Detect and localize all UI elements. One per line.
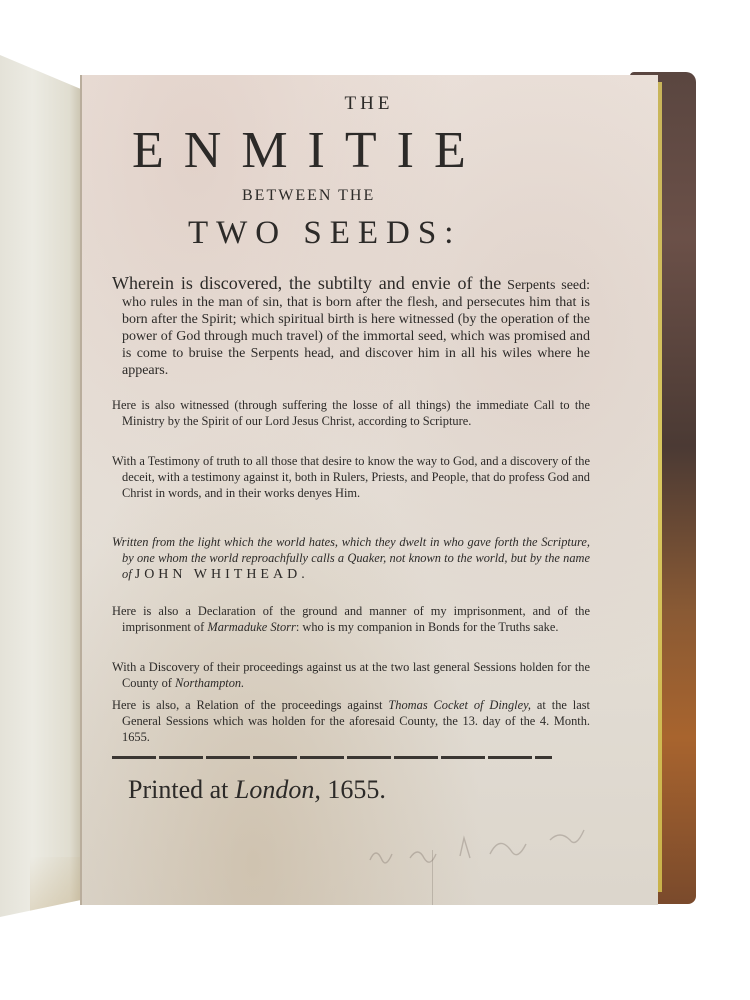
paragraph-witnessed: Here is also witnessed (through suffering the losse of all things) the immediate Call to the Ministry by the Spirit of our Lord Jesus Christ, according to Scripture. xyxy=(112,398,590,429)
paragraph-discovery xyxy=(112,659,590,691)
paragraph-wherein-rest: Serpents seed: who rules in the man of sin, that is born after the flesh, and persecutes him that is born after the Spirit; which spiritual birth is here witnessed (by the operation of the power of God through much travel) of the immortal seed, which was promised and is come to bruise the Serpents head, and discover him in all his wiles where he appears. xyxy=(122,278,591,378)
title-main: ENMITIE xyxy=(132,122,486,179)
paragraph-wherein xyxy=(112,275,590,379)
author-name: JOHN WHITHEAD. xyxy=(134,567,309,583)
paragraph-declaration-post: : who is my companion in Bonds for the Truths sake. xyxy=(295,620,559,635)
page-fold-mark xyxy=(432,850,433,905)
title-line-between: BETWEEN THE xyxy=(242,187,376,204)
paragraph-written xyxy=(112,534,590,584)
title-page xyxy=(80,75,658,905)
paragraph-testimony: With a Testimony of truth to all those that desire to know the way to God, and a discovery of the deceit, with a testimony against it, both in Rulers, Priests, and People, that do profess God and Christ in words, and in their works denyes Him. xyxy=(112,454,590,501)
name-thomas-cocket: Thomas Cocket of Dingley, xyxy=(388,698,532,712)
paragraph-written-text: Written from the light which the world hates, which they dwelt in who gave forth the Scripture, by one whom the world reproachfully calls a Quaker, not known to the world, but by the name of xyxy=(112,535,590,582)
pencil-annotation xyxy=(350,820,630,870)
paragraph-relation-post: at the last General Sessions which was holden for the aforesaid County, the 13. day of the 4. Month. 1655. xyxy=(122,698,591,745)
paragraph-relation-pre: Here is also, a Relation of the proceedings against xyxy=(112,698,383,712)
paragraph-declaration xyxy=(112,603,590,635)
paragraph-declaration-pre: Here is also a Declaration of the ground and manner of my imprisonment, and of the imprisonment of xyxy=(112,604,590,635)
imprint-pre: Printed at xyxy=(128,775,229,804)
title-line-the: THE xyxy=(344,93,394,114)
title-line-seeds: TWO SEEDS: xyxy=(188,215,462,251)
imprint xyxy=(128,775,386,805)
paragraph-discovery-pre: With a Discovery of their proceedings against us at the two last general Sessions holden for the County of xyxy=(112,660,590,691)
imprint-year: 1655. xyxy=(327,775,386,804)
imprint-city: London, xyxy=(234,775,321,804)
paragraph-wherein-first: Wherein is discovered, the subtilty and envie of the xyxy=(112,273,502,293)
paragraph-relation xyxy=(112,697,590,746)
decorative-rule xyxy=(112,756,552,759)
name-northampton: Northampton. xyxy=(175,676,245,691)
left-blank-page xyxy=(0,55,82,917)
name-marmaduke-storr: Marmaduke Storr xyxy=(207,620,296,635)
